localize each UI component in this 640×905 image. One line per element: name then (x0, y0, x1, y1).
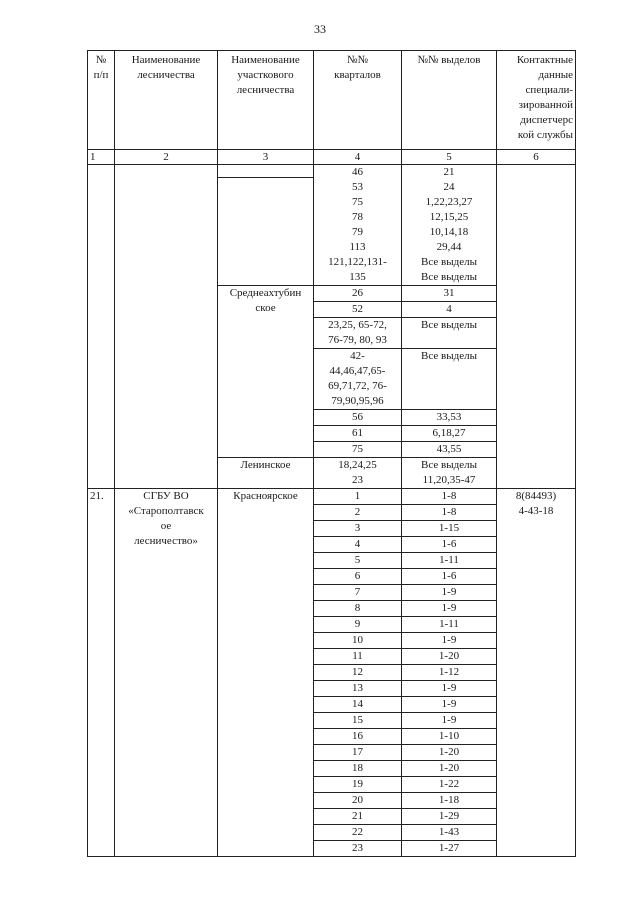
contact-cell (497, 489, 576, 857)
kvartal-cell: 21 (314, 809, 402, 825)
header-leschestvo (115, 51, 218, 150)
cell-line: Все выделы (421, 319, 477, 331)
vydel-cell: 1-10 (402, 729, 497, 745)
vydel-cell: 1-9 (402, 601, 497, 617)
cell-line: 4-43-18 (518, 505, 554, 517)
cell-line: кой службы (517, 129, 573, 141)
column-number: 6 (497, 150, 576, 165)
cell-line: Все выделы (421, 350, 477, 362)
forestry-table (87, 50, 576, 857)
cell-line: 46 (352, 166, 363, 178)
cell-line: 31 (443, 287, 455, 299)
cell-line: 18,24,25 (338, 459, 377, 471)
kvartal-cell: 23 (314, 841, 402, 857)
cell-line: 113 (349, 241, 366, 253)
kvartal-cell: 2 (314, 505, 402, 521)
kvartal-cell: 3 (314, 521, 402, 537)
cell-line: 52 (352, 303, 363, 315)
kvartaly-cell (314, 410, 402, 426)
cell-line: СГБУ ВО (143, 490, 189, 502)
vydely-cell (402, 426, 497, 442)
cell-line: 26 (352, 287, 363, 299)
vydel-cell: 1-9 (402, 633, 497, 649)
cell-line: 76-79, 80, 93 (328, 334, 387, 346)
vydel-cell: 1-12 (402, 665, 497, 681)
header-row (88, 51, 576, 150)
cell-line: «Старополтавск (128, 505, 204, 517)
vydel-cell: 1-9 (402, 713, 497, 729)
uchastok-cell-empty (218, 165, 314, 178)
vydel-cell: 1-18 (402, 793, 497, 809)
kvartal-cell: 7 (314, 585, 402, 601)
vydely-cell (402, 410, 497, 426)
leschestvo-name (115, 489, 218, 857)
cell-line: 42- (350, 350, 365, 362)
vydel-cell: 1-8 (402, 505, 497, 521)
cell-line: лесничества (236, 84, 295, 96)
cell-line: 21 (443, 166, 455, 178)
vydel-cell: 1-20 (402, 745, 497, 761)
cell-line: 43,55 (436, 443, 462, 455)
cell-line: 29,44 (436, 241, 462, 253)
cell-line: 11,20,35-47 (422, 474, 476, 486)
vydel-cell: 1-6 (402, 537, 497, 553)
cell-line: 135 (349, 271, 366, 283)
cell-line: 23 (352, 474, 363, 486)
cell-line: ое (160, 520, 172, 532)
vydel-cell: 1-43 (402, 825, 497, 841)
cell-line: №№ (347, 54, 368, 66)
kvartaly-cell (314, 349, 402, 410)
cell-line: п/п (93, 69, 109, 81)
cell-line: 61 (352, 427, 363, 439)
kvartal-cell: 12 (314, 665, 402, 681)
cell-line: 79,90,95,96 (331, 395, 384, 407)
cell-line: 6,18,27 (432, 427, 466, 439)
contact-cell-empty (497, 165, 576, 489)
vydely-cell (402, 442, 497, 458)
cell-line: Контактные (516, 54, 573, 66)
column-number: 5 (402, 150, 497, 165)
cell-line: 75 (352, 443, 363, 455)
kvartaly-cell (314, 442, 402, 458)
kvartal-cell: 20 (314, 793, 402, 809)
vydely-cell (402, 458, 497, 489)
cell-line: 10,14,18 (429, 226, 469, 238)
row-number: 21. (88, 489, 115, 857)
cell-line: 44,46,47,65- (329, 365, 386, 377)
kvartal-cell: 22 (314, 825, 402, 841)
cell-line: данные (538, 69, 573, 81)
kvartal-cell: 5 (314, 553, 402, 569)
cell-line: 75 (352, 196, 363, 208)
kvartal-cell: 11 (314, 649, 402, 665)
cell-line: Все выделы (421, 256, 477, 268)
cell-line: зированной (518, 99, 573, 111)
kvartaly-cell (314, 458, 402, 489)
kvartal-cell: 17 (314, 745, 402, 761)
vydel-cell: 1-22 (402, 777, 497, 793)
cell-line: 24 (443, 181, 455, 193)
uchastok-cell (218, 286, 314, 458)
vydel-cell: 1-9 (402, 697, 497, 713)
kvartal-cell: 18 (314, 761, 402, 777)
cell-line: 23,25, 65-72, (328, 319, 387, 331)
leschestvo-cell-empty (115, 165, 218, 489)
vydely-cell (402, 349, 497, 410)
vydely-cell (402, 318, 497, 349)
kvartal-cell: 1 (314, 489, 402, 505)
vydel-cell: 1-6 (402, 569, 497, 585)
cell-line: Среднеахтубин (229, 287, 302, 299)
cell-line: Наименование (131, 54, 201, 66)
column-number-row (88, 150, 576, 165)
cell-line: 12,15,25 (429, 211, 469, 223)
vydely-cell (402, 165, 497, 286)
kvartal-cell: 8 (314, 601, 402, 617)
num-cell-empty (88, 165, 115, 489)
uchastok-cell: Ленинское (218, 458, 314, 489)
kvartal-cell: 9 (314, 617, 402, 633)
column-number: 3 (218, 150, 314, 165)
cell-line: 33,53 (436, 411, 462, 423)
kvartal-cell: 15 (314, 713, 402, 729)
cell-line: № (95, 54, 107, 66)
cell-line: 4 (446, 303, 452, 315)
cell-line: 8(84493) (515, 490, 557, 502)
cell-line: 121,122,131- (328, 256, 387, 268)
cell-line: ское (255, 302, 276, 314)
cell-line: диспетчерс (520, 114, 573, 126)
cell-line: Все выделы (421, 459, 477, 471)
table-row (88, 489, 576, 505)
cell-line: лесничества (137, 69, 195, 81)
kvartaly-cell (314, 426, 402, 442)
vydel-cell: 1-29 (402, 809, 497, 825)
cell-line: 1,22,23,27 (425, 196, 473, 208)
vydel-cell: 1-27 (402, 841, 497, 857)
kvartaly-cell (314, 286, 402, 302)
kvartaly-cell (314, 318, 402, 349)
kvartal-cell: 10 (314, 633, 402, 649)
uchastok-name: Красноярское (218, 489, 314, 857)
header-uchastok (218, 51, 314, 150)
header-contacts (497, 51, 576, 150)
column-number: 4 (314, 150, 402, 165)
vydel-cell: 1-11 (402, 617, 497, 633)
vydel-cell: 1-15 (402, 521, 497, 537)
kvartaly-cell (314, 302, 402, 318)
page-number: 33 (314, 22, 326, 36)
kvartal-cell: 16 (314, 729, 402, 745)
vydel-cell: 1-9 (402, 681, 497, 697)
vydel-cell: 1-20 (402, 761, 497, 777)
header-kvartaly (314, 51, 402, 150)
vydel-cell: 1-8 (402, 489, 497, 505)
cell-line: №№ выделов (417, 54, 481, 66)
vydel-cell: 1-9 (402, 585, 497, 601)
cell-line: лесничество» (134, 535, 198, 547)
cell-line: Наименование (231, 54, 300, 66)
kvartal-cell: 6 (314, 569, 402, 585)
vydel-cell: 1-20 (402, 649, 497, 665)
cell-line: 53 (352, 181, 363, 193)
cell-line: 79 (352, 226, 363, 238)
cell-line: специали- (525, 84, 573, 96)
cell-line: 78 (352, 211, 363, 223)
cell-line: Все выделы (421, 271, 477, 283)
block4-body (88, 489, 576, 857)
uchastok-cell-empty (218, 178, 314, 286)
kvartal-cell: 4 (314, 537, 402, 553)
kvartal-cell: 19 (314, 777, 402, 793)
cell-line: 69,71,72, 76- (328, 380, 387, 392)
vydely-cell (402, 286, 497, 302)
kvartal-cell: 14 (314, 697, 402, 713)
vydely-cell (402, 302, 497, 318)
vydel-cell: 1-11 (402, 553, 497, 569)
kvartal-cell: 13 (314, 681, 402, 697)
table-row (88, 165, 576, 178)
column-number: 1 (88, 150, 115, 165)
cell-line: 56 (352, 411, 363, 423)
cell-line: участкового (237, 69, 294, 81)
column-number: 2 (115, 150, 218, 165)
header-num (88, 51, 115, 150)
header-vydely (402, 51, 497, 150)
kvartaly-cell (314, 165, 402, 286)
cell-line: кварталов (334, 69, 381, 81)
